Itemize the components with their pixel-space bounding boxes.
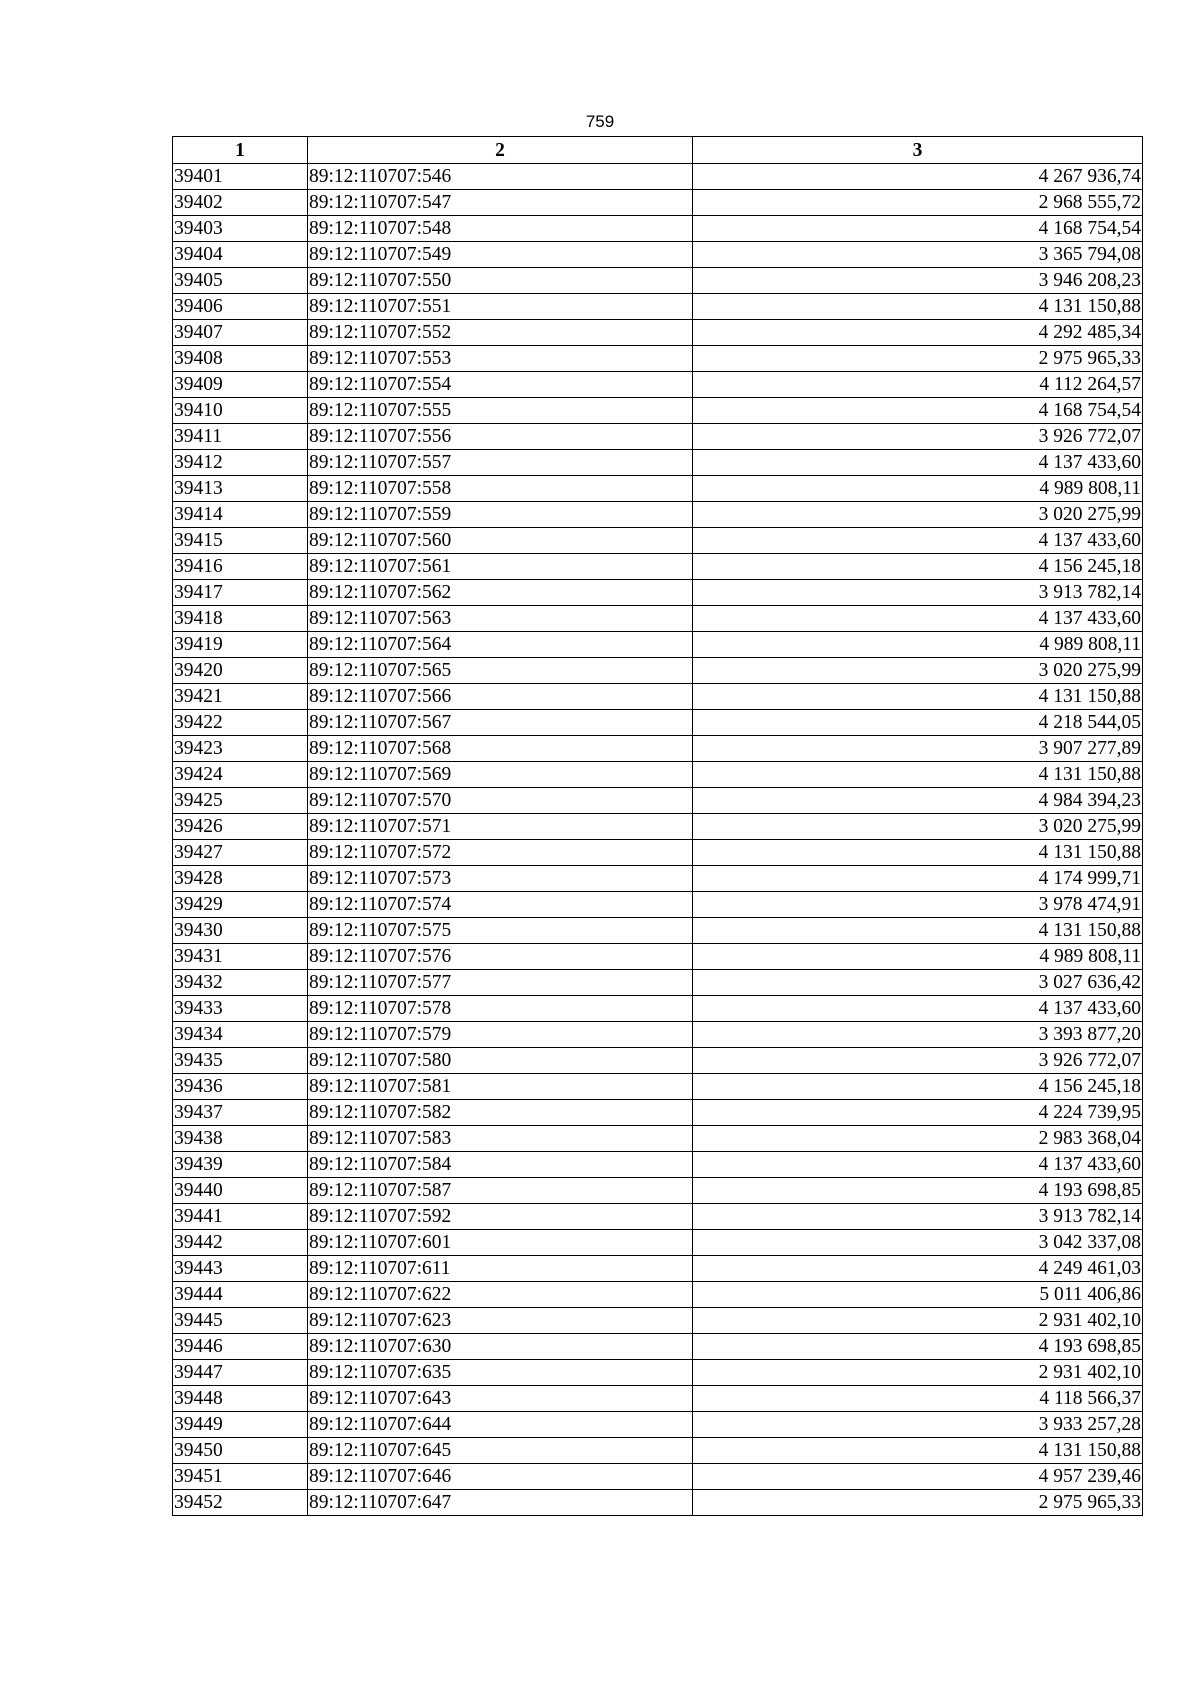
cadastral-value-cell: 3 926 772,07	[693, 1048, 1143, 1074]
row-number-cell: 39435	[173, 1048, 308, 1074]
table-row	[173, 658, 1143, 684]
cadastral-number-cell: 89:12:110707:645	[308, 1438, 693, 1464]
row-number-cell: 39404	[173, 242, 308, 268]
table-row	[173, 476, 1143, 502]
row-number-cell: 39425	[173, 788, 308, 814]
cadastral-value-cell: 4 957 239,46	[693, 1464, 1143, 1490]
table-row	[173, 710, 1143, 736]
cadastral-value-cell: 2 968 555,72	[693, 190, 1143, 216]
row-number-cell: 39426	[173, 814, 308, 840]
cadastral-number-cell: 89:12:110707:643	[308, 1386, 693, 1412]
column-header-2: 2	[308, 137, 693, 164]
row-number-cell: 39446	[173, 1334, 308, 1360]
table-row	[173, 1386, 1143, 1412]
cadastral-number-cell: 89:12:110707:558	[308, 476, 693, 502]
table-row	[173, 1308, 1143, 1334]
cadastral-value-cell: 4 131 150,88	[693, 684, 1143, 710]
cadastral-value-cell: 2 983 368,04	[693, 1126, 1143, 1152]
table-row	[173, 1178, 1143, 1204]
cadastral-value-cell: 4 174 999,71	[693, 866, 1143, 892]
row-number-cell: 39424	[173, 762, 308, 788]
cadastral-value-cell: 4 168 754,54	[693, 398, 1143, 424]
row-number-cell: 39427	[173, 840, 308, 866]
table-row	[173, 320, 1143, 346]
cadastral-value-cell: 2 975 965,33	[693, 1490, 1143, 1516]
cadastral-value-cell: 4 224 739,95	[693, 1100, 1143, 1126]
row-number-cell: 39432	[173, 970, 308, 996]
row-number-cell: 39448	[173, 1386, 308, 1412]
cadastral-value-cell: 4 989 808,11	[693, 632, 1143, 658]
cadastral-value-cell: 3 946 208,23	[693, 268, 1143, 294]
cadastral-value-cell: 4 137 433,60	[693, 606, 1143, 632]
table-row	[173, 918, 1143, 944]
cadastral-number-cell: 89:12:110707:573	[308, 866, 693, 892]
cadastral-number-cell: 89:12:110707:556	[308, 424, 693, 450]
table-row	[173, 216, 1143, 242]
table-row	[173, 1126, 1143, 1152]
cadastral-value-cell: 4 168 754,54	[693, 216, 1143, 242]
row-number-cell: 39452	[173, 1490, 308, 1516]
cadastral-number-cell: 89:12:110707:563	[308, 606, 693, 632]
row-number-cell: 39419	[173, 632, 308, 658]
cadastral-number-cell: 89:12:110707:584	[308, 1152, 693, 1178]
table-row	[173, 840, 1143, 866]
row-number-cell: 39436	[173, 1074, 308, 1100]
cadastral-number-cell: 89:12:110707:554	[308, 372, 693, 398]
table-row	[173, 1074, 1143, 1100]
row-number-cell: 39415	[173, 528, 308, 554]
cadastral-value-cell: 3 020 275,99	[693, 658, 1143, 684]
cadastral-value-cell: 4 267 936,74	[693, 164, 1143, 190]
cadastral-number-cell: 89:12:110707:575	[308, 918, 693, 944]
row-number-cell: 39437	[173, 1100, 308, 1126]
cadastral-number-cell: 89:12:110707:580	[308, 1048, 693, 1074]
cadastral-number-cell: 89:12:110707:579	[308, 1022, 693, 1048]
cadastral-number-cell: 89:12:110707:553	[308, 346, 693, 372]
header-row	[173, 137, 1143, 164]
cadastral-value-cell: 3 926 772,07	[693, 424, 1143, 450]
table-row	[173, 1438, 1143, 1464]
cadastral-number-cell: 89:12:110707:646	[308, 1464, 693, 1490]
row-number-cell: 39431	[173, 944, 308, 970]
row-number-cell: 39441	[173, 1204, 308, 1230]
row-number-cell: 39416	[173, 554, 308, 580]
cadastral-value-cell: 4 131 150,88	[693, 840, 1143, 866]
cadastral-value-cell: 4 137 433,60	[693, 996, 1143, 1022]
cadastral-number-cell: 89:12:110707:644	[308, 1412, 693, 1438]
cadastral-value-cell: 4 137 433,60	[693, 450, 1143, 476]
table-row	[173, 970, 1143, 996]
cadastral-value-cell: 4 249 461,03	[693, 1256, 1143, 1282]
cadastral-value-cell: 3 020 275,99	[693, 502, 1143, 528]
cadastral-number-cell: 89:12:110707:560	[308, 528, 693, 554]
row-number-cell: 39418	[173, 606, 308, 632]
table-row	[173, 736, 1143, 762]
row-number-cell: 39422	[173, 710, 308, 736]
table-row	[173, 814, 1143, 840]
cadastral-number-cell: 89:12:110707:565	[308, 658, 693, 684]
cadastral-value-cell: 2 931 402,10	[693, 1360, 1143, 1386]
row-number-cell: 39406	[173, 294, 308, 320]
cadastral-value-cell: 3 978 474,91	[693, 892, 1143, 918]
cadastral-number-cell: 89:12:110707:552	[308, 320, 693, 346]
table-row	[173, 268, 1143, 294]
row-number-cell: 39408	[173, 346, 308, 372]
cadastral-number-cell: 89:12:110707:547	[308, 190, 693, 216]
cadastral-number-cell: 89:12:110707:583	[308, 1126, 693, 1152]
row-number-cell: 39413	[173, 476, 308, 502]
cadastral-number-cell: 89:12:110707:623	[308, 1308, 693, 1334]
table-row	[173, 944, 1143, 970]
table-body	[173, 164, 1143, 1516]
table-row	[173, 294, 1143, 320]
row-number-cell: 39420	[173, 658, 308, 684]
cadastral-value-cell: 4 193 698,85	[693, 1334, 1143, 1360]
cadastral-number-cell: 89:12:110707:557	[308, 450, 693, 476]
cadastral-number-cell: 89:12:110707:611	[308, 1256, 693, 1282]
cadastral-value-cell: 4 131 150,88	[693, 762, 1143, 788]
table-row	[173, 1100, 1143, 1126]
cadastral-number-cell: 89:12:110707:566	[308, 684, 693, 710]
cadastral-number-cell: 89:12:110707:548	[308, 216, 693, 242]
row-number-cell: 39414	[173, 502, 308, 528]
row-number-cell: 39438	[173, 1126, 308, 1152]
table-row	[173, 502, 1143, 528]
data-table	[172, 136, 1143, 1516]
table-row	[173, 1464, 1143, 1490]
table-row	[173, 1048, 1143, 1074]
table-row	[173, 554, 1143, 580]
cadastral-value-cell: 5 011 406,86	[693, 1282, 1143, 1308]
cadastral-value-cell: 3 913 782,14	[693, 580, 1143, 606]
row-number-cell: 39412	[173, 450, 308, 476]
table-row	[173, 1334, 1143, 1360]
row-number-cell: 39411	[173, 424, 308, 450]
cadastral-value-cell: 3 933 257,28	[693, 1412, 1143, 1438]
table-row	[173, 684, 1143, 710]
row-number-cell: 39430	[173, 918, 308, 944]
row-number-cell: 39417	[173, 580, 308, 606]
cadastral-number-cell: 89:12:110707:592	[308, 1204, 693, 1230]
cadastral-value-cell: 4 131 150,88	[693, 918, 1143, 944]
table-row	[173, 996, 1143, 1022]
row-number-cell: 39421	[173, 684, 308, 710]
row-number-cell: 39407	[173, 320, 308, 346]
cadastral-value-cell: 4 984 394,23	[693, 788, 1143, 814]
row-number-cell: 39451	[173, 1464, 308, 1490]
table-row	[173, 1490, 1143, 1516]
cadastral-value-cell: 3 913 782,14	[693, 1204, 1143, 1230]
cadastral-value-cell: 4 218 544,05	[693, 710, 1143, 736]
table-row	[173, 1360, 1143, 1386]
table-row	[173, 1204, 1143, 1230]
row-number-cell: 39428	[173, 866, 308, 892]
table-header	[173, 137, 1143, 164]
cadastral-number-cell: 89:12:110707:571	[308, 814, 693, 840]
table-row	[173, 1256, 1143, 1282]
table-row	[173, 164, 1143, 190]
cadastral-number-cell: 89:12:110707:601	[308, 1230, 693, 1256]
row-number-cell: 39401	[173, 164, 308, 190]
column-header-3: 3	[693, 137, 1143, 164]
cadastral-number-cell: 89:12:110707:574	[308, 892, 693, 918]
table-row	[173, 398, 1143, 424]
cadastral-number-cell: 89:12:110707:561	[308, 554, 693, 580]
cadastral-value-cell: 4 118 566,37	[693, 1386, 1143, 1412]
cadastral-value-cell: 4 137 433,60	[693, 1152, 1143, 1178]
cadastral-number-cell: 89:12:110707:587	[308, 1178, 693, 1204]
cadastral-value-cell: 4 193 698,85	[693, 1178, 1143, 1204]
cadastral-value-cell: 3 020 275,99	[693, 814, 1143, 840]
cadastral-number-cell: 89:12:110707:576	[308, 944, 693, 970]
cadastral-number-cell: 89:12:110707:567	[308, 710, 693, 736]
table-row	[173, 1022, 1143, 1048]
row-number-cell: 39450	[173, 1438, 308, 1464]
cadastral-value-cell: 4 989 808,11	[693, 476, 1143, 502]
cadastral-value-cell: 2 931 402,10	[693, 1308, 1143, 1334]
cadastral-number-cell: 89:12:110707:578	[308, 996, 693, 1022]
table-row	[173, 424, 1143, 450]
row-number-cell: 39402	[173, 190, 308, 216]
row-number-cell: 39409	[173, 372, 308, 398]
column-header-1: 1	[173, 137, 308, 164]
row-number-cell: 39445	[173, 1308, 308, 1334]
cadastral-number-cell: 89:12:110707:546	[308, 164, 693, 190]
table-row	[173, 528, 1143, 554]
cadastral-value-cell: 4 131 150,88	[693, 1438, 1143, 1464]
cadastral-number-cell: 89:12:110707:564	[308, 632, 693, 658]
cadastral-number-cell: 89:12:110707:549	[308, 242, 693, 268]
cadastral-value-cell: 3 907 277,89	[693, 736, 1143, 762]
table-row	[173, 372, 1143, 398]
table-row	[173, 762, 1143, 788]
row-number-cell: 39449	[173, 1412, 308, 1438]
cadastral-value-cell: 3 393 877,20	[693, 1022, 1143, 1048]
cadastral-value-cell: 2 975 965,33	[693, 346, 1143, 372]
cadastral-number-cell: 89:12:110707:635	[308, 1360, 693, 1386]
table-row	[173, 1412, 1143, 1438]
row-number-cell: 39423	[173, 736, 308, 762]
row-number-cell: 39447	[173, 1360, 308, 1386]
cadastral-number-cell: 89:12:110707:551	[308, 294, 693, 320]
table-row	[173, 1230, 1143, 1256]
row-number-cell: 39410	[173, 398, 308, 424]
cadastral-value-cell: 3 365 794,08	[693, 242, 1143, 268]
cadastral-number-cell: 89:12:110707:622	[308, 1282, 693, 1308]
table-row	[173, 580, 1143, 606]
cadastral-number-cell: 89:12:110707:581	[308, 1074, 693, 1100]
table-row	[173, 242, 1143, 268]
row-number-cell: 39444	[173, 1282, 308, 1308]
cadastral-number-cell: 89:12:110707:630	[308, 1334, 693, 1360]
cadastral-value-cell: 4 137 433,60	[693, 528, 1143, 554]
table-row	[173, 892, 1143, 918]
row-number-cell: 39405	[173, 268, 308, 294]
cadastral-value-cell: 4 156 245,18	[693, 554, 1143, 580]
table-row	[173, 632, 1143, 658]
cadastral-number-cell: 89:12:110707:570	[308, 788, 693, 814]
table-row	[173, 190, 1143, 216]
table-row	[173, 1282, 1143, 1308]
table-row	[173, 866, 1143, 892]
cadastral-number-cell: 89:12:110707:550	[308, 268, 693, 294]
cadastral-number-cell: 89:12:110707:555	[308, 398, 693, 424]
table-row	[173, 606, 1143, 632]
row-number-cell: 39433	[173, 996, 308, 1022]
row-number-cell: 39434	[173, 1022, 308, 1048]
cadastral-value-cell: 4 131 150,88	[693, 294, 1143, 320]
cadastral-number-cell: 89:12:110707:577	[308, 970, 693, 996]
cadastral-value-cell: 4 156 245,18	[693, 1074, 1143, 1100]
cadastral-value-cell: 4 292 485,34	[693, 320, 1143, 346]
table-row	[173, 788, 1143, 814]
cadastral-number-cell: 89:12:110707:559	[308, 502, 693, 528]
cadastral-number-cell: 89:12:110707:569	[308, 762, 693, 788]
cadastral-value-cell: 4 112 264,57	[693, 372, 1143, 398]
cadastral-number-cell: 89:12:110707:582	[308, 1100, 693, 1126]
cadastral-number-cell: 89:12:110707:647	[308, 1490, 693, 1516]
row-number-cell: 39403	[173, 216, 308, 242]
cadastral-number-cell: 89:12:110707:562	[308, 580, 693, 606]
row-number-cell: 39429	[173, 892, 308, 918]
cadastral-number-cell: 89:12:110707:568	[308, 736, 693, 762]
page-number: 759	[585, 112, 615, 131]
row-number-cell: 39442	[173, 1230, 308, 1256]
cadastral-value-cell: 3 042 337,08	[693, 1230, 1143, 1256]
row-number-cell: 39443	[173, 1256, 308, 1282]
table-row	[173, 1152, 1143, 1178]
table-row	[173, 450, 1143, 476]
row-number-cell: 39440	[173, 1178, 308, 1204]
cadastral-value-cell: 4 989 808,11	[693, 944, 1143, 970]
cadastral-value-cell: 3 027 636,42	[693, 970, 1143, 996]
table-row	[173, 346, 1143, 372]
cadastral-number-cell: 89:12:110707:572	[308, 840, 693, 866]
row-number-cell: 39439	[173, 1152, 308, 1178]
